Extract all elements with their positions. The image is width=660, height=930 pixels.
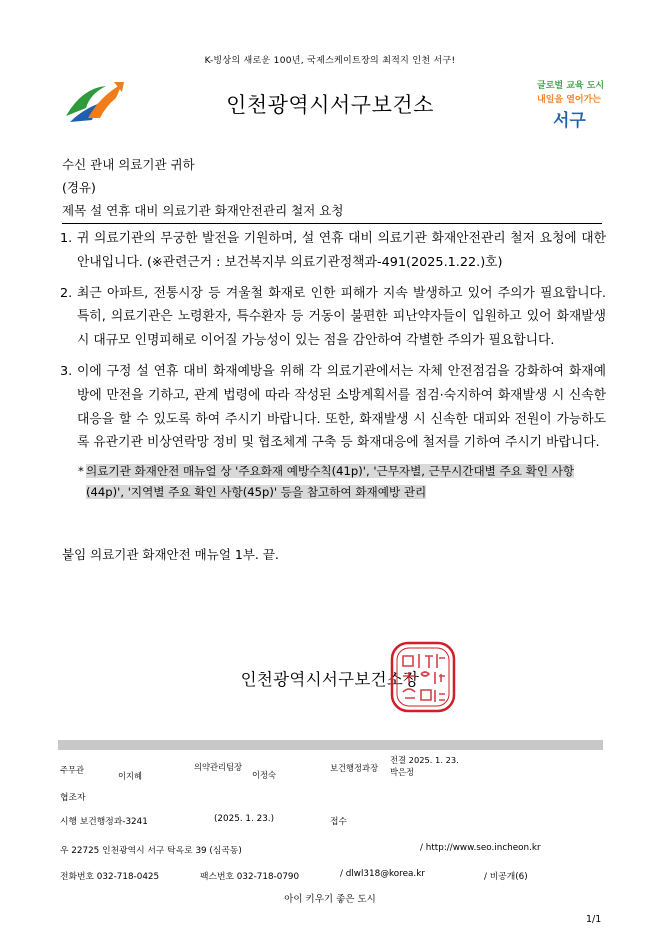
via-line: (경유) xyxy=(62,180,96,195)
postal-address: 우 22725 인천광역시 서구 탁옥로 39 (심곡동) xyxy=(60,846,242,856)
footer-bar xyxy=(58,740,603,750)
logo-line-2: 내일을 열어가는 xyxy=(537,95,601,105)
reviewer-name: 이정숙 xyxy=(252,770,277,780)
homepage-link[interactable]: / http://www.seo.incheon.kr xyxy=(420,843,541,853)
approver-name: 박은정 xyxy=(390,767,415,777)
official-seal-icon xyxy=(389,640,457,714)
item-text: 이에 구정 설 연휴 대비 화재예방을 위해 각 의료기관에서는 자체 안전점검을 강화하여 화재예방에 만전을 기하고, 관계 법령에 따라 작성된 소방계획서를 점검·숙지하여 화재발생 시 신속한 대응을 할 수 있도록 하여 주시기 바랍니다. 또한, 화재발생 시 신속한 대피와 전원이 가능하도록 유관기관 비상연락망 정비 및 협조체계 구축 등 화재대응에 철저를 기하여 주시기 바랍니다. xyxy=(77,363,606,451)
doc-number: 시행 보건행정과-3241 xyxy=(60,817,148,827)
slogan: K-빙상의 새로운 100년, 국제스케이트장의 최적지 인천 서구! xyxy=(204,56,456,66)
item-number: 2. xyxy=(60,285,73,301)
logo-line-3: 서구 xyxy=(553,111,586,131)
drafter-name: 이지혜 xyxy=(118,771,143,781)
page-number: 1/1 xyxy=(586,914,602,925)
email-address[interactable]: / dlwl318@korea.kr xyxy=(340,869,425,879)
body-item-1 xyxy=(60,227,606,275)
phone-number: 전화번호 032-718-0425 xyxy=(60,872,160,882)
recipient-line: 수신 관내 의료기관 귀하 xyxy=(62,157,195,172)
approver-label: 보건행정과장 xyxy=(330,763,379,773)
issuer-name: 인천광역시서구보건소장 xyxy=(240,670,420,689)
approval-mark: 전결 2025. 1. 23. xyxy=(390,755,459,765)
note-mark: * xyxy=(78,464,84,479)
receipt-label: 접수 xyxy=(330,817,347,827)
bottom-motto: 아이 키우기 좋은 도시 xyxy=(284,894,376,905)
body-content xyxy=(60,227,606,503)
reference-note xyxy=(60,461,606,503)
disclosure-status: / 비공개(6) xyxy=(484,872,528,882)
cooperator-label: 협조자 xyxy=(60,793,86,803)
fax-number: 팩스번호 032-718-0790 xyxy=(200,872,300,882)
item-text: 최근 아파트, 전통시장 등 겨울철 화재로 인한 피해가 지속 발생하고 있어 주의가 필요합니다. 특히, 의료기관은 노령환자, 특수환자 등 거동이 불편한 피난약자들이 입원하고 있어 화재발생 시 대규모 인명피해로 이어질 가능성이 있는 점을 감안하여 각별한 주의가 필요합니다. xyxy=(77,285,606,349)
body-item-2 xyxy=(60,282,606,353)
reviewer-label: 의약관리팀장 xyxy=(194,762,243,772)
item-number: 3. xyxy=(60,363,73,379)
note-text: 의료기관 화재안전 매뉴얼 상 '주요화재 예방수칙(41p)', '근무자별, 근무시간대별 주요 확인 사항(44p)', '지역별 주요 확인 사항(45p)' 등을 참고하여 화재예방 관리 xyxy=(86,464,575,500)
item-text: 귀 의료기관의 무궁한 발전을 기원하며, 설 연휴 대비 의료기관 화재안전관리 철저 요청에 대한 안내입니다. (※관련근거 : 보건복지부 의료기관정책과-491(2025.1.22.)호) xyxy=(77,231,606,270)
body-item-3 xyxy=(60,360,606,455)
drafter-label: 주무관 xyxy=(60,765,85,775)
org-title: 인천광역시서구보건소 xyxy=(226,93,434,117)
doc-date: (2025. 1. 23.) xyxy=(214,814,275,824)
logo-line-1: 글로벌 교육 도시 xyxy=(537,81,605,91)
attachment-line: 붙임 의료기관 화재안전 매뉴얼 1부. 끝. xyxy=(62,547,279,562)
item-number: 1. xyxy=(60,231,73,246)
seo-gu-slogan-logo xyxy=(533,76,609,136)
subject-line: 제목 설 연휴 대비 의료기관 화재안전관리 철저 요청 xyxy=(62,201,602,224)
